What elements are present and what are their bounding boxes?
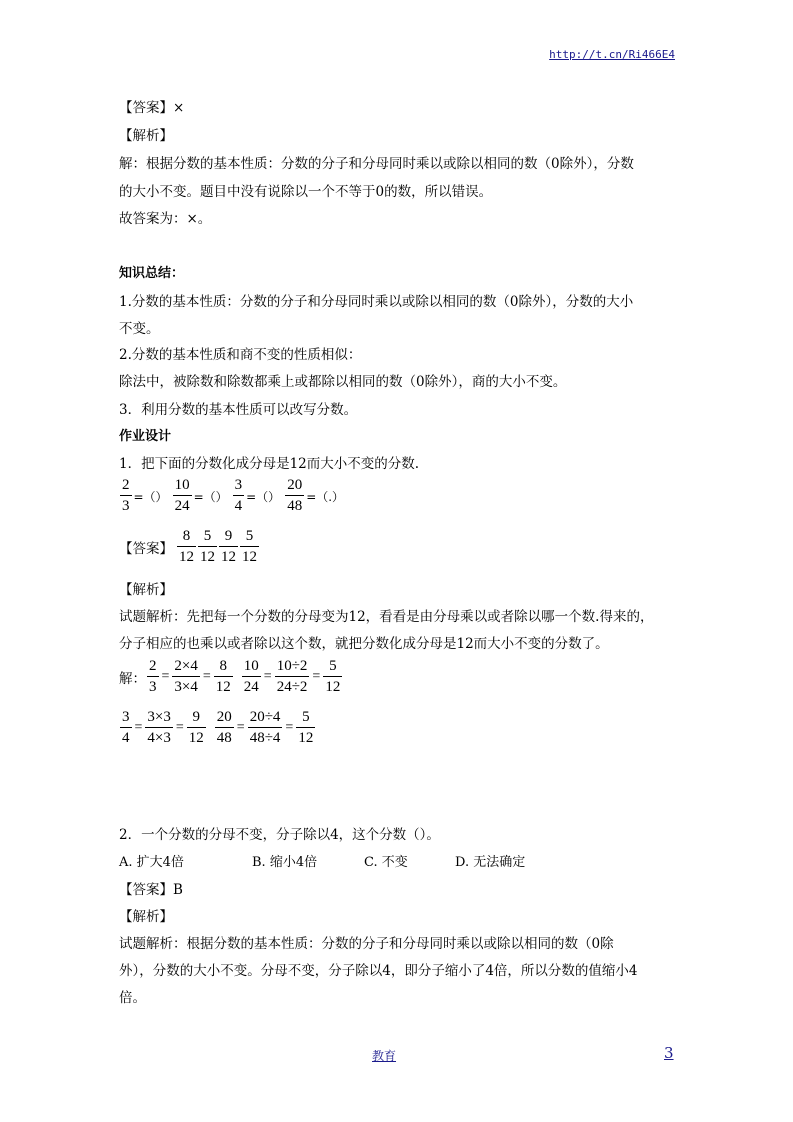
- equals-sign: =: [134, 720, 143, 735]
- question-1-prompt: 1．把下面的分数化成分母是12而大小不变的分数.: [119, 456, 420, 472]
- fraction: $\frac{9}{12}$: [221, 528, 236, 565]
- fraction: $\frac{20}{48}$: [216, 709, 232, 746]
- fraction: $\frac{5}{12}$: [325, 658, 341, 695]
- summary-item1-line2: 不变。: [119, 321, 160, 337]
- question-2-analysis-title: 【解析】: [119, 909, 173, 925]
- question-1-fractions: [119, 478, 348, 514]
- summary-item2: 2.分数的基本性质和商不变的性质相似：: [119, 347, 362, 363]
- blank-paren: =（）: [133, 489, 168, 504]
- fraction: $\frac{5}{12}$: [242, 528, 257, 565]
- option-c: C. 不变: [364, 855, 408, 870]
- question-1-analysis-line2: 分子相应的也乘以或者除以这个数，就把分数化成分母是12而大小不变的分数了。: [119, 636, 609, 652]
- answer-1: 【答案】×: [119, 100, 185, 116]
- fraction: $\frac{5}{12}$: [200, 528, 215, 565]
- fraction: $\frac{2}{3}$: [122, 477, 130, 514]
- question-1-analysis-line1: 试题解析：先把每一个分数的分母变为12，看看是由分母乘以或者除以哪一个数.得来的，: [119, 609, 654, 625]
- solution-row-2: [119, 710, 316, 746]
- fraction: $\frac{10}{24}$: [174, 477, 190, 514]
- equals-sign: =: [263, 669, 272, 684]
- summary-item3: 3．利用分数的基本性质可以改写分数。: [119, 402, 358, 418]
- equals-sign: =: [175, 720, 184, 735]
- fraction: $\frac{10\div 2}{24\div 2}$: [276, 658, 308, 695]
- equals-sign: =: [236, 720, 245, 735]
- question-2-analysis-line1: 试题解析：根据分数的基本性质：分数的分子和分母同时乘以或除以相同的数（0除: [119, 936, 614, 952]
- fraction: $\frac{20}{48}$: [287, 477, 303, 514]
- fraction: $\frac{9}{12}$: [188, 709, 204, 746]
- fraction: $\frac{20\div 4}{48\div 4}$: [249, 709, 281, 746]
- fraction: $\frac{10}{24}$: [243, 658, 259, 695]
- fraction: $\frac{8}{12}$: [179, 528, 194, 565]
- blank-paren: =（）: [193, 489, 228, 504]
- equals-sign: =: [312, 669, 321, 684]
- fraction: $\frac{8}{12}$: [215, 658, 231, 695]
- fraction: $\frac{5}{12}$: [298, 709, 314, 746]
- analysis-1-line2: 的大小不变。题目中没有说除以一个不等于0的数，所以错误。: [119, 184, 493, 200]
- question-2-analysis-line2: 外），分数的大小不变。分母不变，分子除以4，即分子缩小了4倍，所以分数的值缩小4: [119, 963, 638, 979]
- summary-item1-line1: 1.分数的基本性质：分数的分子和分母同时乘以或除以相同的数（0除外），分数的大小: [119, 294, 634, 310]
- conclusion-1: 故答案为：×。: [119, 211, 212, 227]
- equals-sign: =: [285, 720, 294, 735]
- question-1-analysis-title: 【解析】: [119, 582, 173, 598]
- solution-label: 解：: [119, 671, 146, 687]
- fraction: $\frac{2}{3}$: [149, 658, 157, 695]
- question-2-options: [119, 851, 525, 870]
- homework-title: 作业设计: [119, 429, 172, 444]
- fraction: $\frac{2\times 4}{3\times 4}$: [174, 658, 198, 695]
- summary-title: 知识总结：: [119, 266, 185, 281]
- fraction: $\frac{3}{4}$: [234, 477, 243, 514]
- fraction: $\frac{3}{4}$: [122, 709, 130, 746]
- page-number: 3: [664, 1044, 674, 1062]
- analysis-title-1: 【解析】: [119, 128, 173, 144]
- analysis-1-line1: 解：根据分数的基本性质：分数的分子和分母同时乘以或除以相同的数（0除外），分数: [119, 156, 634, 172]
- equals-sign: =: [202, 669, 211, 684]
- fraction: $\frac{3\times 3}{4\times 3}$: [147, 709, 171, 746]
- question-2-prompt: 2．一个分数的分母不变，分子除以4，这个分数（）。: [119, 827, 440, 843]
- question-2-answer: 【答案】B: [119, 882, 183, 898]
- question-1-answer: [119, 529, 260, 565]
- header-url-link[interactable]: http://t.cn/Ri466E4: [549, 48, 675, 61]
- blank-paren: =（）: [246, 489, 281, 504]
- option-d: D. 无法确定: [455, 855, 526, 870]
- option-b: B. 缩小4倍: [252, 855, 318, 870]
- answer-label: 【答案】: [119, 541, 173, 557]
- blank-paren: =（.）: [306, 489, 345, 504]
- question-2-analysis-line3: 倍。: [119, 990, 146, 1006]
- equals-sign: =: [161, 669, 170, 684]
- summary-item2-detail: 除法中，被除数和除数都乘上或都除以相同的数（0除外），商的大小不变。: [119, 374, 567, 390]
- option-a: A. 扩大4倍: [119, 855, 184, 870]
- solution-row-1: [119, 659, 343, 695]
- footer-link[interactable]: 教育: [372, 1049, 397, 1063]
